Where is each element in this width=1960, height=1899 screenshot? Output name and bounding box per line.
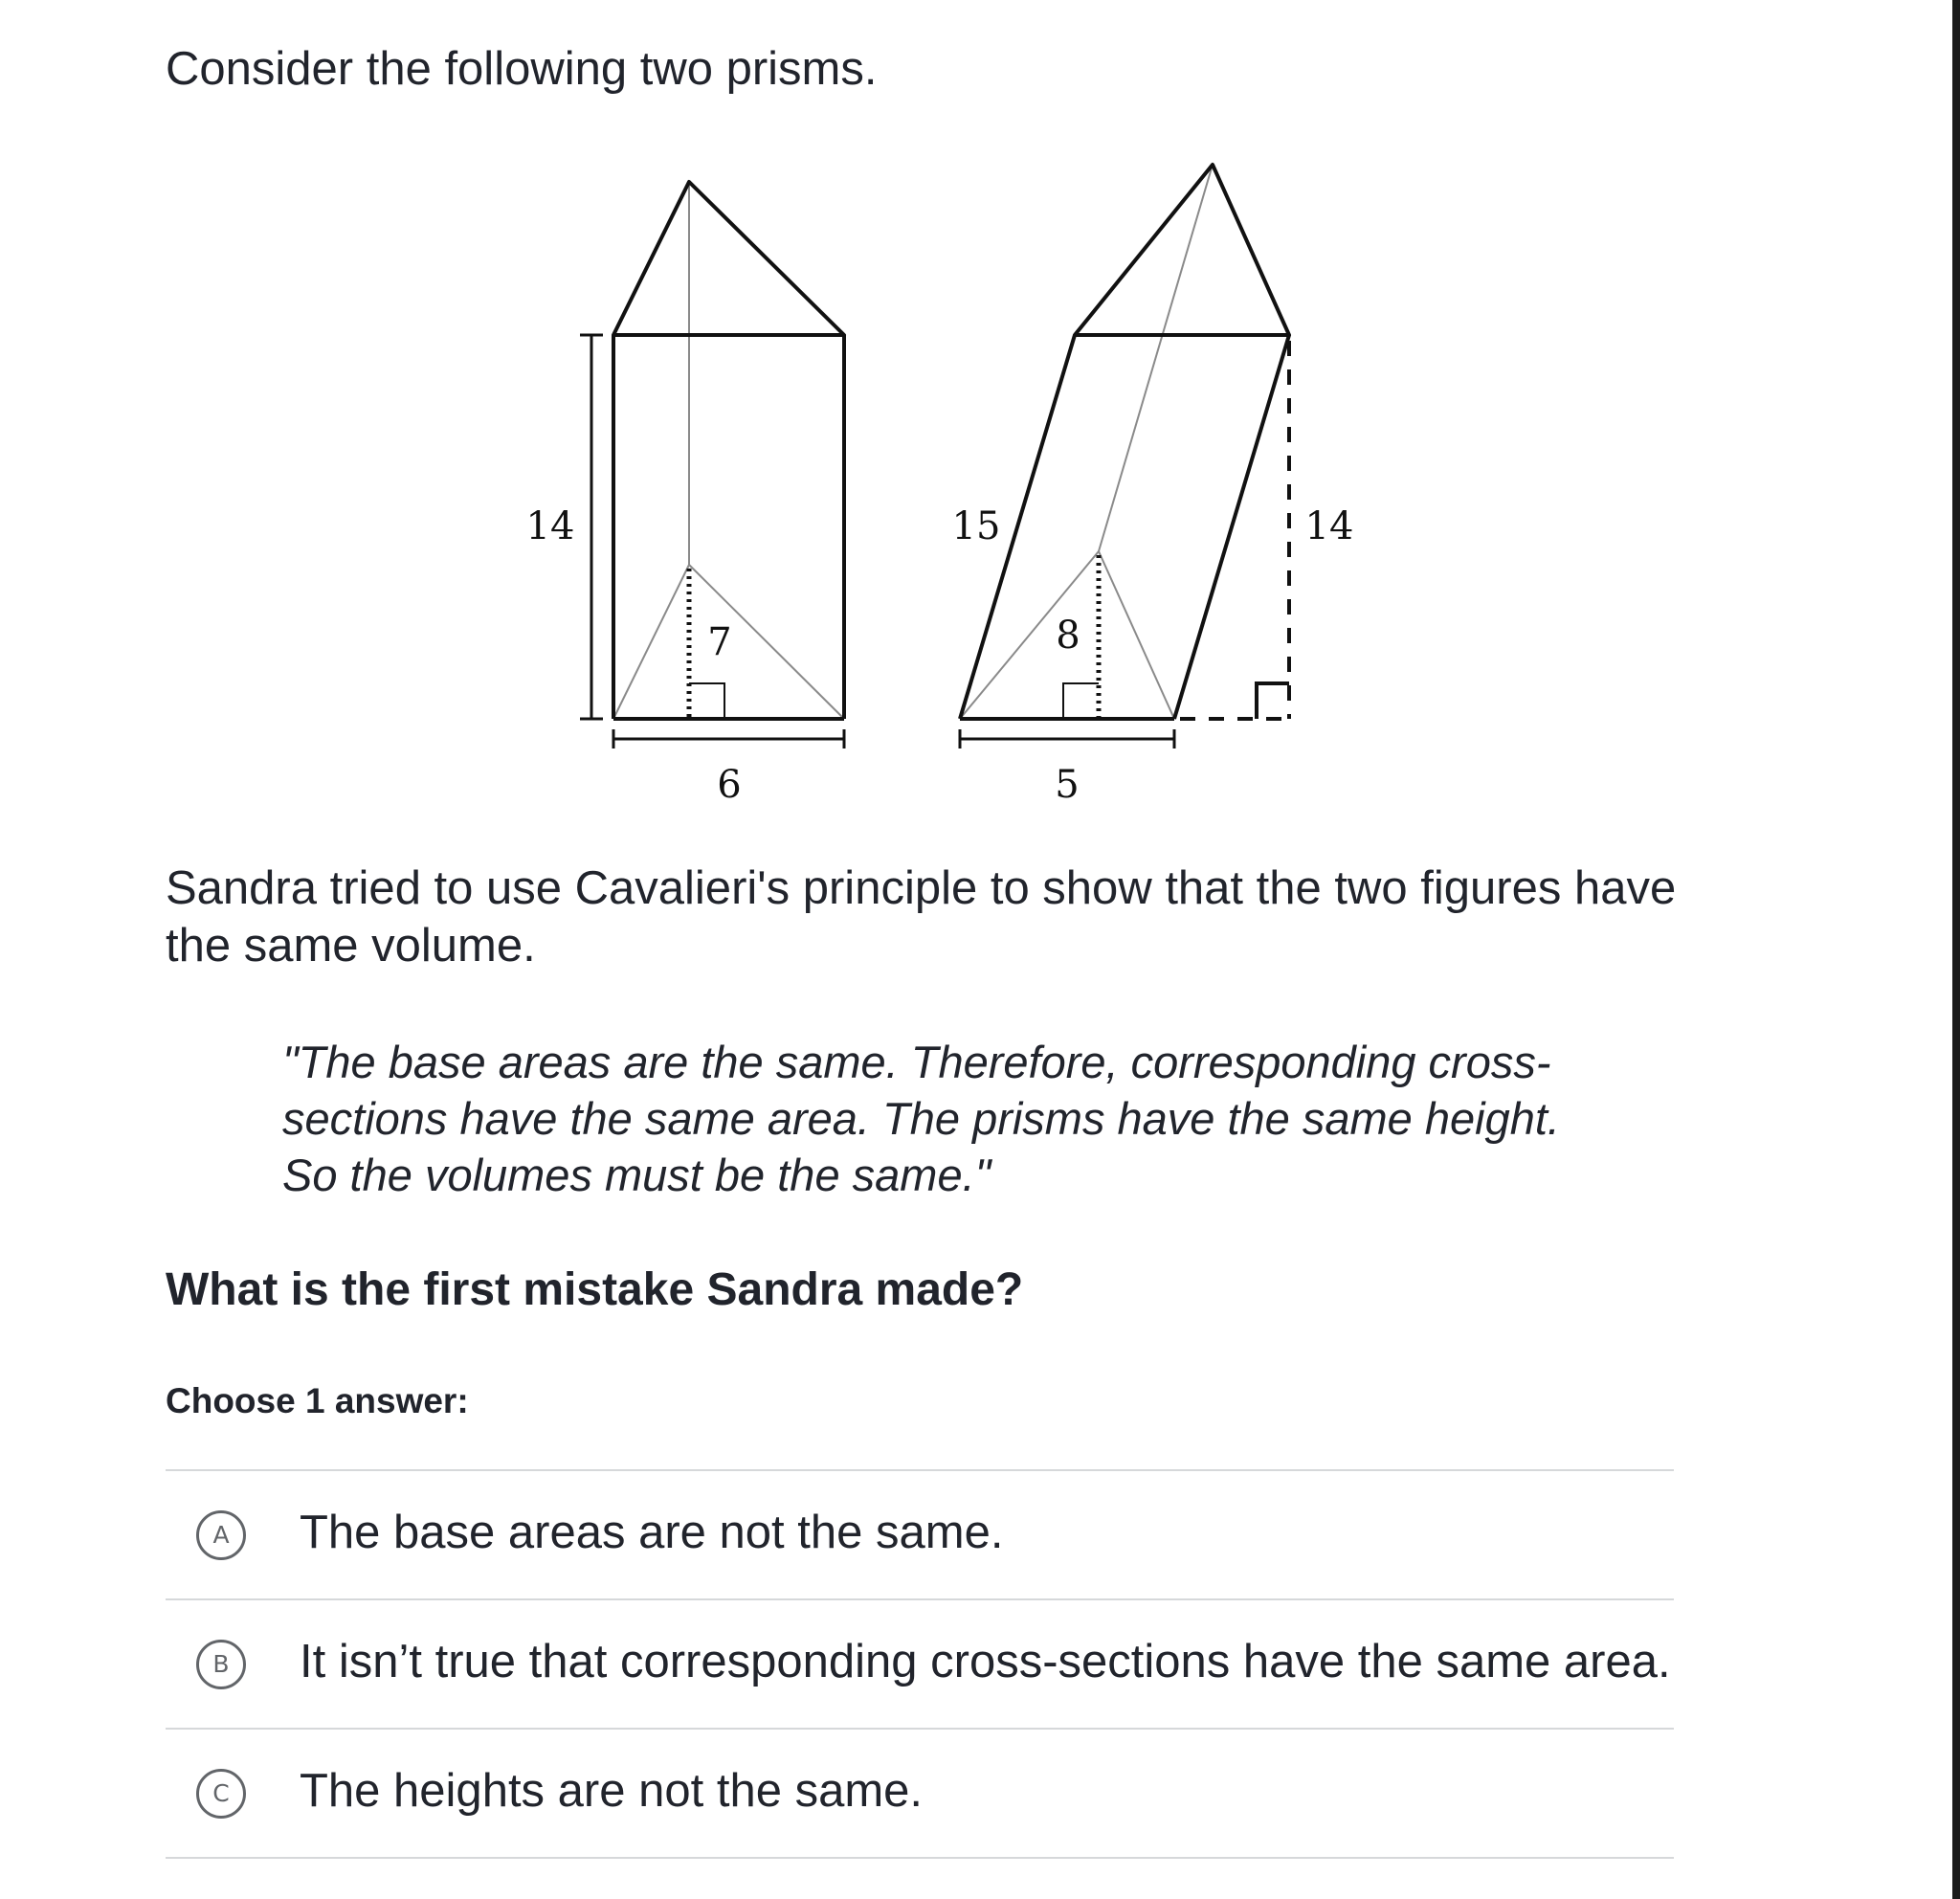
left-base-label: 6 [717, 763, 742, 807]
choose-prompt: Choose 1 answer: [166, 1381, 469, 1420]
choice-c[interactable] [166, 1728, 1674, 1859]
choice-a[interactable] [166, 1469, 1674, 1598]
statement-text: Sandra tried to use Cavalieri's principle to show that the two figures have the same volume. [166, 862, 1677, 972]
choice-c-radio-icon[interactable]: C [196, 1769, 246, 1819]
choice-b[interactable] [166, 1598, 1674, 1728]
prisms-figure [0, 0, 1436, 823]
choice-b-text: It isn’t true that corresponding cross-sections have the same area. [300, 1636, 1671, 1687]
answer-choices [166, 1469, 1674, 1859]
left-prism [526, 182, 844, 807]
choice-a-text: The base areas are not the same. [300, 1507, 1004, 1558]
intro-text: Consider the following two prisms. [166, 43, 878, 95]
choice-a-radio-icon[interactable]: A [196, 1510, 246, 1560]
right-prism [952, 165, 1354, 807]
sandra-quote: "The base areas are the same. Therefore, corresponding cross-sections have the same area. The prisms have the same height. So the volumes must be the same." [282, 1037, 1560, 1200]
choice-b-radio-icon[interactable]: B [196, 1640, 246, 1689]
right-height-label: 14 [1304, 504, 1354, 548]
right-triangle-height-label: 8 [1056, 614, 1080, 658]
question-text: What is the first mistake Sandra made? [166, 1264, 1024, 1315]
right-slant-label: 15 [951, 504, 1001, 548]
choice-c-text: The heights are not the same. [300, 1765, 923, 1817]
right-base-label: 5 [1055, 763, 1080, 807]
left-height-label: 14 [525, 504, 575, 548]
left-triangle-height-label: 7 [707, 620, 732, 664]
window-border [1952, 0, 1960, 1899]
